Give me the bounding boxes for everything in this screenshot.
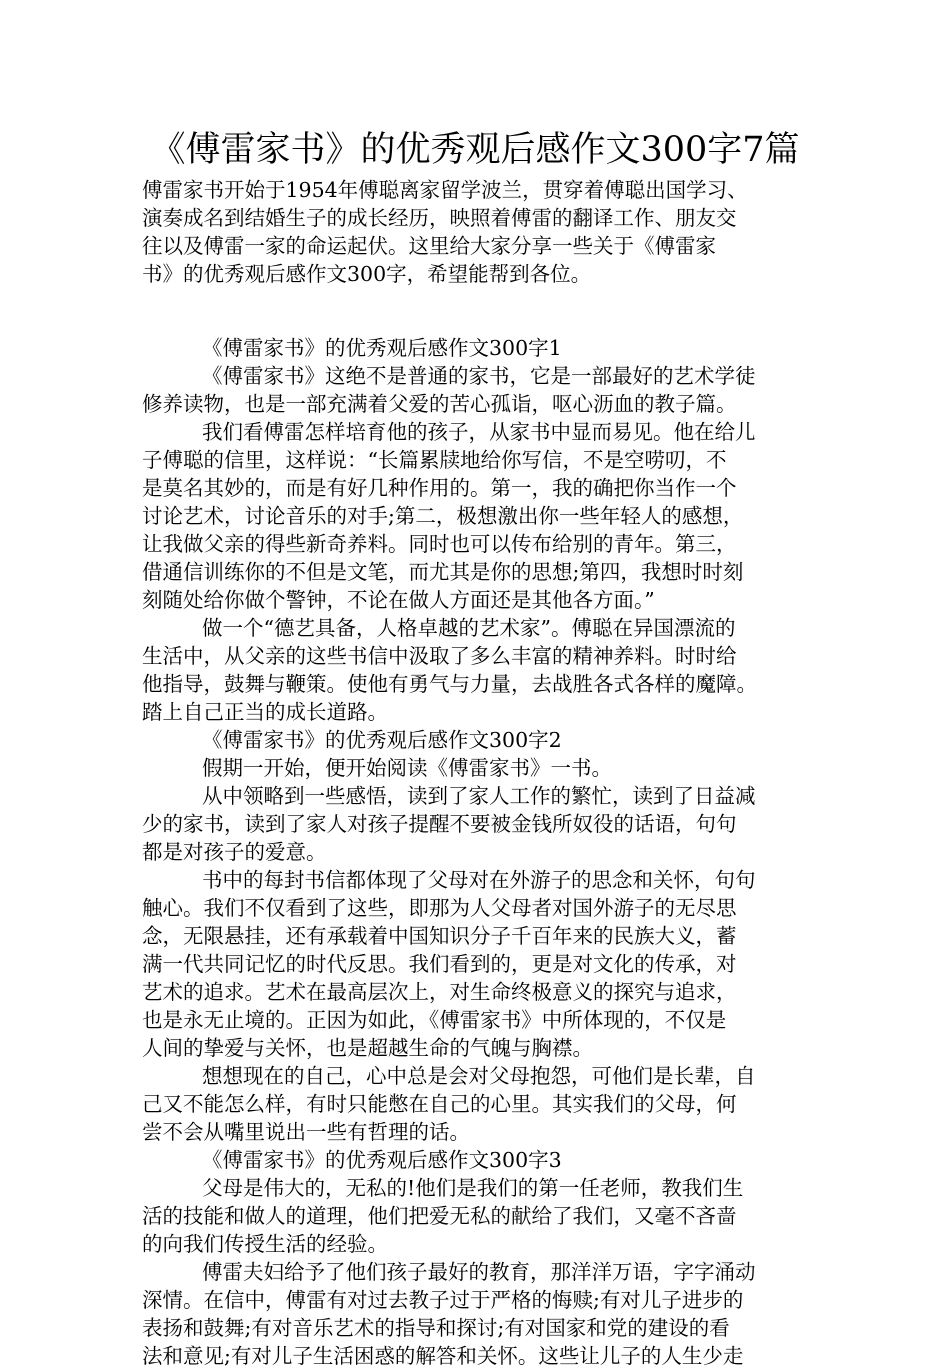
paragraph-line: 满一代共同记忆的时代反思。我们看到的，更是对文化的传承，对 bbox=[142, 952, 737, 976]
paragraph-line: 修养读物，也是一部充满着父爱的苦心孤诣，呕心沥血的教子篇。 bbox=[142, 392, 737, 416]
paragraph-line: 父母是伟大的，无私的!他们是我们的第一任老师，教我们生 bbox=[202, 1176, 744, 1200]
paragraph-line: 让我做父亲的得些新奇养料。同时也可以传布给别的青年。第三， bbox=[142, 532, 737, 556]
paragraph-line: 傅雷家书开始于1954年傅聪离家留学波兰，贯穿着傅聪出国学习、 bbox=[142, 178, 748, 202]
paragraph-line: 人间的挚爱与关怀，也是超越生命的气魄与胸襟。 bbox=[142, 1036, 593, 1060]
paragraph-line: 我们看傅雷怎样培育他的孩子，从家书中显而易见。他在给儿 bbox=[202, 420, 756, 444]
paragraph-line: 深情。在信中，傅雷有对过去教子过于严格的悔赎;有对儿子进步的 bbox=[142, 1288, 744, 1312]
paragraph-line: 艺术的追求。艺术在最高层次上，对生命终极意义的探究与追求， bbox=[142, 980, 737, 1004]
document-body bbox=[142, 176, 822, 1370]
paragraph-line: 也是永无止境的。正因为如此，《傅雷家书》中所体现的，不仅是 bbox=[142, 1008, 727, 1032]
paragraph-line: 他指导，鼓舞与鞭策。使他有勇气与力量，去战胜各式各样的魔障。 bbox=[142, 672, 757, 696]
section-heading: 《傅雷家书》的优秀观后感作文300字1 bbox=[202, 336, 562, 360]
paragraph-line: 触心。我们不仅看到了这些，即那为人父母者对国外游子的无尽思 bbox=[142, 896, 737, 920]
paragraph-line: 活的技能和做人的道理，他们把爱无私的献给了我们，又毫不吝啬 bbox=[142, 1204, 737, 1228]
paragraph-line: 假期一开始，便开始阅读《傅雷家书》一书。 bbox=[202, 756, 612, 780]
paragraph-line: 子傅聪的信里，这样说：“长篇累牍地给你写信，不是空唠叨，不 bbox=[142, 448, 727, 472]
paragraph-line: 想想现在的自己，心中总是会对父母抱怨，可他们是长辈，自 bbox=[202, 1064, 756, 1088]
paragraph-line: 书》的优秀观后感作文300字，希望能帮到各位。 bbox=[142, 262, 592, 286]
document-title: 《傅雷家书》的优秀观后感作文300字7篇 bbox=[150, 130, 800, 170]
paragraph-line: 是莫名其妙的，而是有好几种作用的。第一，我的确把你当作一个 bbox=[142, 476, 737, 500]
paragraph-line: 刻随处给你做个警钟，不论在做人方面还是其他各方面。” bbox=[142, 588, 655, 612]
paragraph-line: 都是对孩子的爱意。 bbox=[142, 840, 327, 864]
section-heading: 《傅雷家书》的优秀观后感作文300字2 bbox=[202, 728, 562, 752]
paragraph-line: 少的家书，读到了家人对孩子提醒不要被金钱所奴役的话语，句句 bbox=[142, 812, 737, 836]
paragraph-line: 踏上自己正当的成长道路。 bbox=[142, 700, 388, 724]
paragraph-line: 书中的每封书信都体现了父母对在外游子的思念和关怀，句句 bbox=[202, 868, 756, 892]
paragraph-spacer bbox=[142, 288, 822, 334]
paragraph-line: 念，无限悬挂，还有承载着中国知识分子千百年来的民族大义，蓄 bbox=[142, 924, 737, 948]
paragraph-line: 法和意见;有对儿子生活困惑的解答和关怀。这些让儿子的人生少走 bbox=[142, 1344, 744, 1368]
paragraph-line: 的向我们传授生活的经验。 bbox=[142, 1232, 388, 1256]
paragraph-line: 《傅雷家书》这绝不是普通的家书，它是一部最好的艺术学徒 bbox=[202, 364, 756, 388]
paragraph-line: 从中领略到一些感悟，读到了家人工作的繁忙，读到了日益减 bbox=[202, 784, 756, 808]
paragraph-line: 己又不能怎么样，有时只能憋在自己的心里。其实我们的父母，何 bbox=[142, 1092, 737, 1116]
section-heading: 《傅雷家书》的优秀观后感作文300字3 bbox=[202, 1148, 562, 1172]
paragraph-line: 做一个“德艺具备，人格卓越的艺术家”。傅聪在异国漂流的 bbox=[202, 616, 736, 640]
paragraph-line: 表扬和鼓舞;有对音乐艺术的指导和探讨;有对国家和党的建设的看 bbox=[142, 1316, 730, 1340]
paragraph-line: 借通信训练你的不但是文笔，而尤其是你的思想;第四，我想时时刻 bbox=[142, 560, 744, 584]
paragraph-line: 讨论艺术，讨论音乐的对手;第二，极想激出你一些年轻人的感想， bbox=[142, 504, 744, 528]
paragraph-line: 生活中，从父亲的这些书信中汲取了多么丰富的精神养料。时时给 bbox=[142, 644, 737, 668]
paragraph-line: 傅雷夫妇给予了他们孩子最好的教育，那洋洋万语，字字涌动 bbox=[202, 1260, 756, 1284]
paragraph-line: 尝不会从嘴里说出一些有哲理的话。 bbox=[142, 1120, 470, 1144]
paragraph-line: 演奏成名到结婚生子的成长经历，映照着傅雷的翻译工作、朋友交 bbox=[142, 206, 737, 230]
paragraph-line: 往以及傅雷一家的命运起伏。这里给大家分享一些关于《傅雷家 bbox=[142, 234, 716, 258]
